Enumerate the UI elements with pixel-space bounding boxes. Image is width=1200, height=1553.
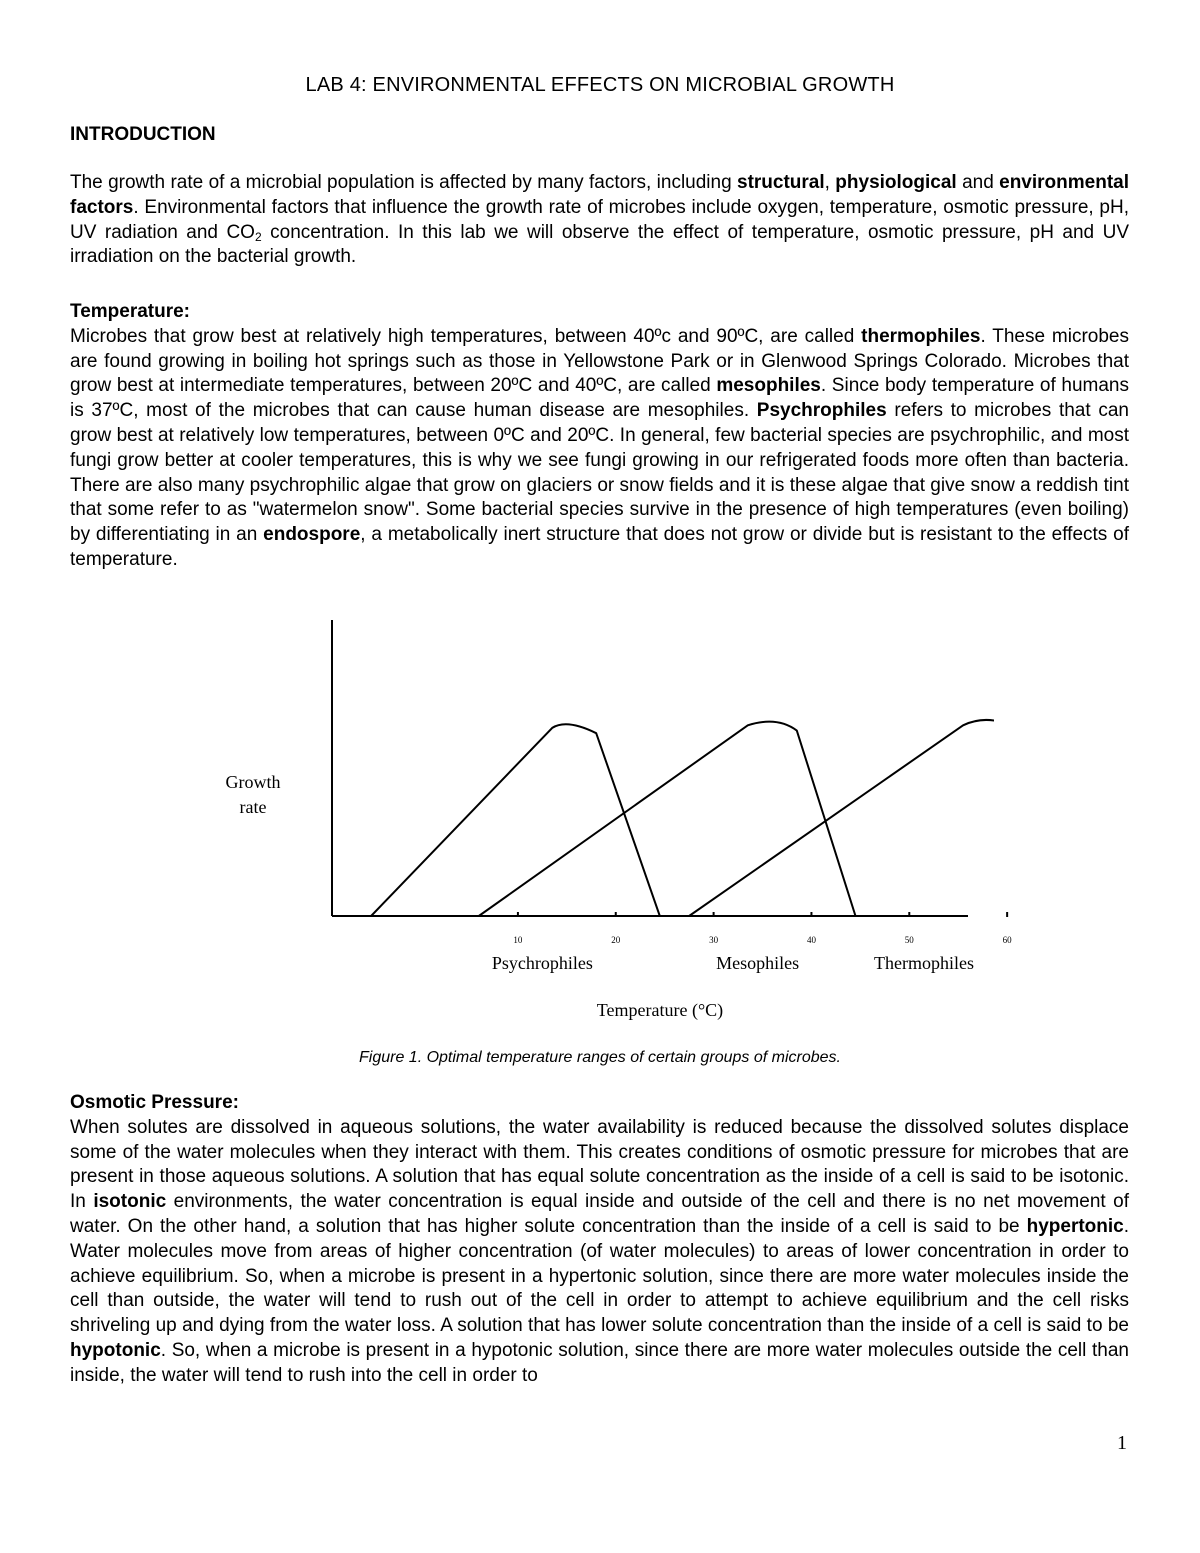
term-isotonic: isotonic — [93, 1191, 167, 1213]
temperature-section: Temperature: Microbes that grow best at relatively high temperatures, between 40ºc and 90ºC, are called thermophiles. These microbes are found growing in boiling hot springs such as those in Yellowstone Park or in Glenwood Springs Colorado. Microbes that grow best at intermediate temperatures, between 20ºC and 40ºC, are called mesophiles. Since body temperature of humans is 37ºC, most of the microbes that can cause human disease are mesophiles. Psychrophiles refers to microbes that can grow best at relatively low temperatures, between 0ºC and 20ºC. In general, few bacterial species are psychrophilic, and most fungi grow better at cooler temperatures, this is why we see fungi growing in our refrigerated foods more often than bacteria. There are also many psychrophilic algae that grow on glaciers or snow fields and it is these algae that give snow a reddish tint that some refer to as "watermelon snow". Some bacterial species survive in the presence of high temperatures (even boiling) by differentiating in an endospore, a metabolically inert structure that does not grow or divide but is resistant to the effects of temperature. — [70, 301, 1129, 570]
growth-curve-2 — [479, 722, 856, 916]
growth-curve-1 — [371, 724, 660, 916]
document-title: LAB 4: ENVIRONMENTAL EFFECTS ON MICROBIAL GROWTH — [305, 74, 895, 96]
term-endospore: endospore — [263, 524, 361, 546]
group-label-2: Mesophiles — [716, 953, 800, 973]
figure-caption: Figure 1. Optimal temperature ranges of certain groups of microbes. — [359, 1049, 841, 1066]
chart-canvas — [200, 615, 1012, 1035]
group-label-1: Psychrophiles — [491, 953, 593, 973]
growth-curve-3 — [689, 720, 1085, 916]
term-hypertonic: hypertonic — [1026, 1215, 1124, 1237]
osmotic-pressure-heading: Osmotic Pressure: — [70, 1092, 239, 1113]
growth-temperature-chart — [200, 615, 1012, 1035]
osmotic-pressure-section: Osmotic Pressure: When solutes are dissolved in aqueous solutions, the water availability is reduced because the dissolved solutes displace some of the water molecules when they interact with them. This creates conditions of osmotic pressure for microbes that are present in those aqueous solutions. A solution that has equal solute concentration as the inside of a cell is said to be isotonic. In isotonic environments, the water concentration is equal inside and outside of the cell and there is no net movement of water. On the other hand, a solution that has higher solute concentration than the inside of a cell is said to be hypertonic. Water molecules move from areas of higher concentration (of water molecules) to areas of lower concentration in order to achieve equilibrium. So, when a microbe is present in a hypertonic solution, since there are more water molecules inside the cell than outside, the water will tend to rush out of the cell in order to attempt to achieve equilibrium and the cell risks shriveling up and dying from the water loss. A solution that has lower solute concentration than the inside of a cell is said to be hypotonic. So, when a microbe is present in a hypotonic solution, since there are more water molecules outside the cell than inside, the water will tend to rush into the cell in order to — [70, 1092, 1129, 1386]
x-tick-label-60: 60 — [1002, 935, 1012, 945]
x-axis-label: Temperature (°C) — [596, 1000, 724, 1020]
temperature-heading: Temperature: — [70, 301, 191, 322]
y-axis-label-line1: Growth — [225, 772, 281, 792]
term-psychrophiles: Psychrophiles — [756, 400, 887, 422]
term-thermophiles: thermophiles — [861, 325, 981, 347]
x-tick-label-40: 40 — [806, 935, 816, 945]
x-tick-label-10: 10 — [513, 935, 523, 945]
y-axis-label-line2: rate — [239, 797, 267, 817]
x-tick-label-30: 30 — [709, 935, 719, 945]
term-mesophiles: mesophiles — [716, 375, 821, 397]
group-label-3: Thermophiles — [873, 953, 974, 973]
introduction-heading: INTRODUCTION — [70, 124, 216, 145]
term-structural: structural — [737, 172, 825, 193]
x-tick-label-50: 50 — [904, 935, 914, 945]
term-physiological: physiological — [835, 172, 957, 193]
x-tick-label-20: 20 — [611, 935, 621, 945]
page-number: 1 — [1117, 1432, 1127, 1454]
term-hypotonic: hypotonic — [70, 1339, 161, 1361]
introduction-paragraph: The growth rate of a microbial population is affected by many factors, including structural, physiological and environmental factors. Environmental factors that influence the growth rate of microbes include oxygen, temperature, osmotic pressure, pH, UV radiation and $CO_2$ concentration. In this lab we will observe the effect of temperature, osmotic pressure, pH and UV irradiation on the bacterial growth. — [70, 172, 1129, 268]
term-environmental-factors: environmental factors — [70, 172, 1129, 218]
